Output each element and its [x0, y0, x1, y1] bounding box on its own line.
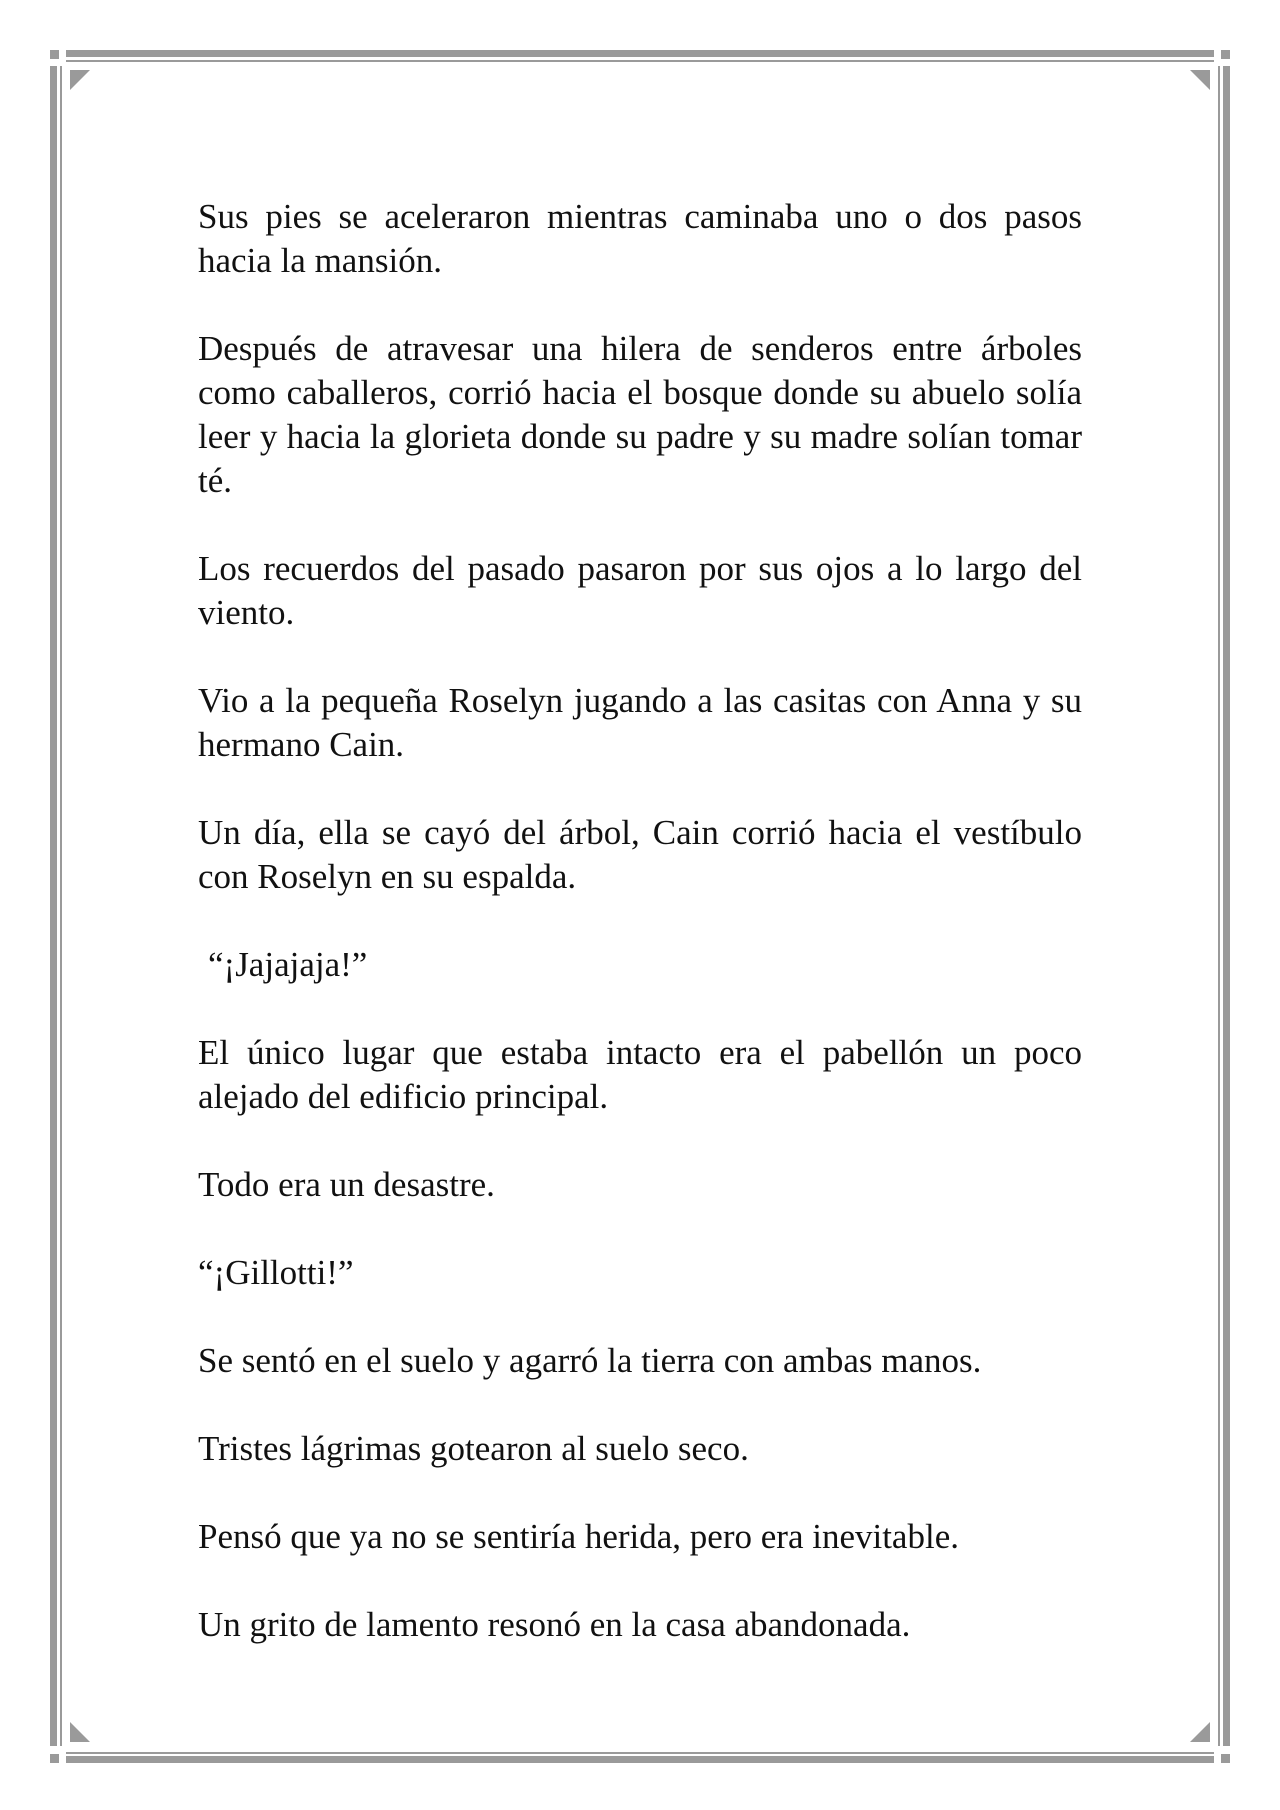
- paragraph: Tristes lágrimas gotearon al suelo seco.: [198, 1429, 749, 1468]
- dialogue-line: “¡Jajajaja!”: [208, 945, 368, 984]
- paragraph: Todo era un desastre.: [198, 1165, 495, 1204]
- paragraph: El único lugar que estaba intacto era el pabellón un poco alejado del edificio principal.: [198, 1033, 1082, 1116]
- paragraph: Se sentó en el suelo y agarró la tierra con ambas manos.: [198, 1341, 982, 1380]
- document-body: [198, 195, 1082, 1691]
- paragraph: Vio a la pequeña Roselyn jugando a las casitas con Anna y su hermano Cain.: [198, 681, 1082, 764]
- paragraph: Después de atravesar una hilera de senderos entre árboles como caballeros, corrió hacia el bosque donde su abuelo solía leer y hacia la glorieta donde su padre y su madre solían tomar té.: [198, 329, 1082, 500]
- paragraph: Un día, ella se cayó del árbol, Cain corrió hacia el vestíbulo con Roselyn en su espalda.: [198, 813, 1082, 896]
- paragraph: Sus pies se aceleraron mientras caminaba uno o dos pasos hacia la mansión.: [198, 197, 1082, 280]
- paragraph: Un grito de lamento resonó en la casa abandonada.: [198, 1605, 911, 1644]
- dialogue-line: “¡Gillotti!”: [198, 1253, 354, 1292]
- paragraph: Pensó que ya no se sentiría herida, pero era inevitable.: [198, 1517, 959, 1556]
- paragraph: Los recuerdos del pasado pasaron por sus ojos a lo largo del viento.: [198, 549, 1082, 632]
